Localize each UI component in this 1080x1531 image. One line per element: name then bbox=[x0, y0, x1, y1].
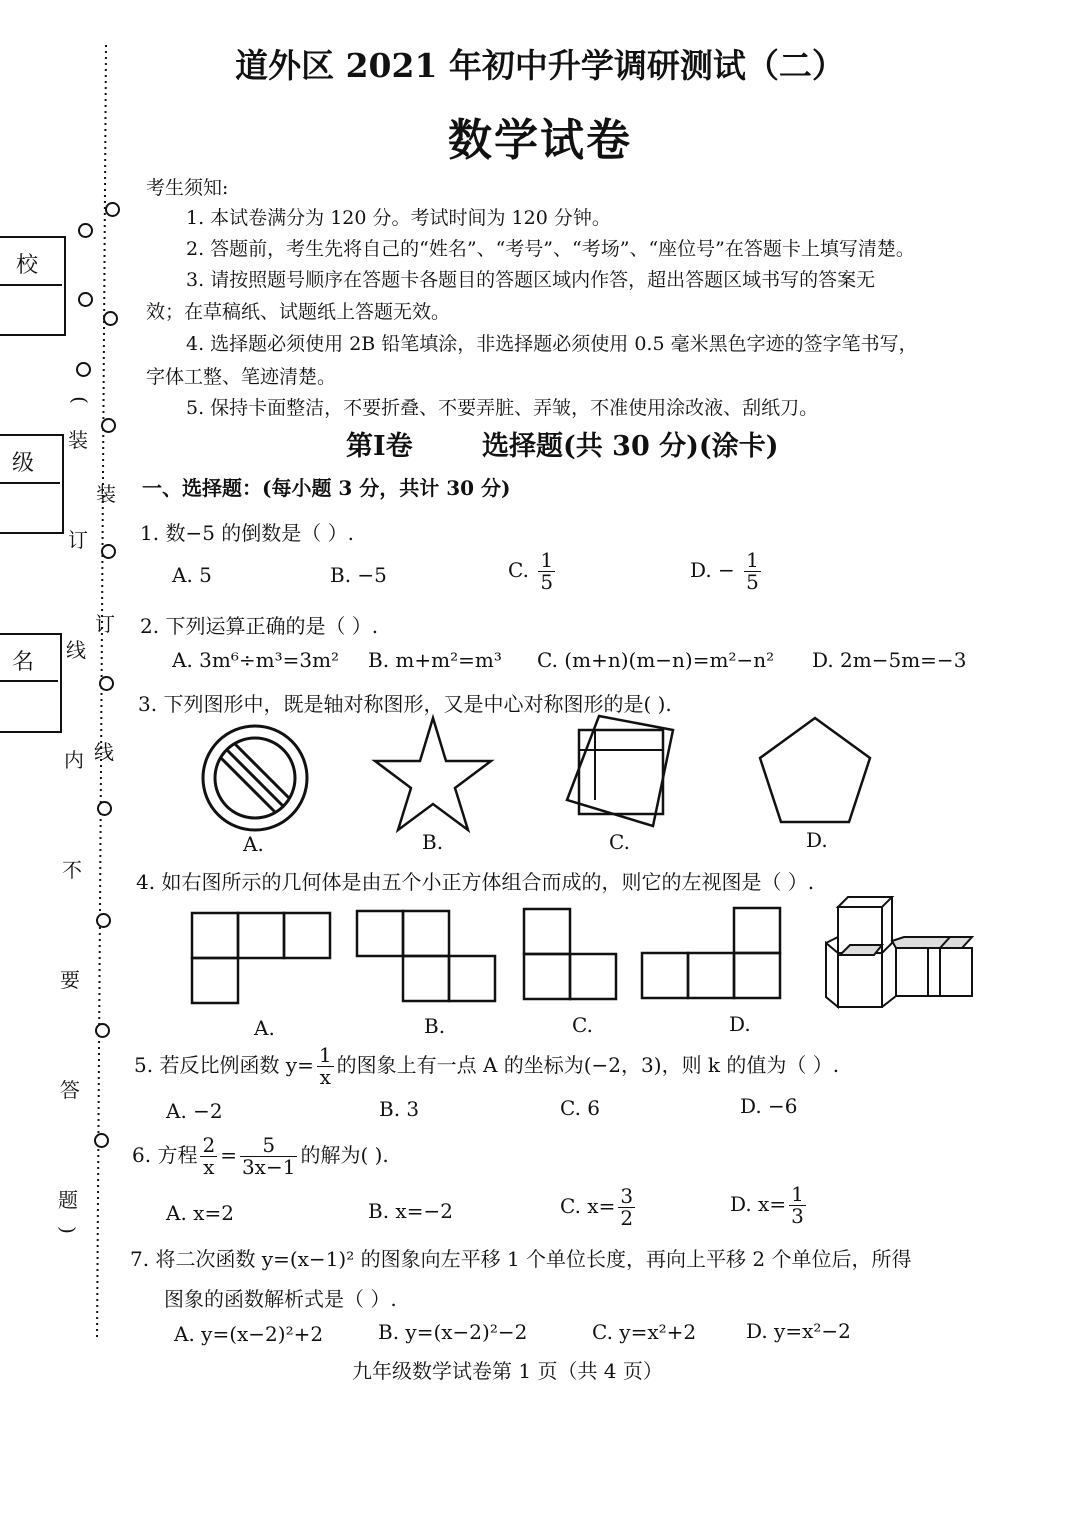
q1-option-c[interactable] bbox=[508, 550, 558, 593]
fraction-numerator: 5 bbox=[240, 1135, 298, 1157]
binding-char: 题 bbox=[58, 1188, 78, 1212]
notice-item: 4. 选择题必须使用 2B 铅笔填涂，非选择题必须使用 0.5 毫米黑色字迹的签字笔书写， bbox=[186, 333, 918, 355]
binding-hole bbox=[103, 311, 118, 326]
q7-option-b[interactable]: B. y=(x−2)²−2 bbox=[378, 1320, 528, 1344]
q4-option-d-view bbox=[641, 907, 781, 999]
q6-stem-pre: 6. 方程 bbox=[132, 1143, 198, 1167]
q6-equals: = bbox=[220, 1143, 237, 1167]
q6-option-a[interactable]: A. x=2 bbox=[166, 1201, 234, 1225]
q6-stem-post: 的解为( ). bbox=[300, 1143, 389, 1167]
q5-option-d[interactable]: D. −6 bbox=[740, 1094, 798, 1118]
q4-option-c-view bbox=[523, 908, 617, 1000]
binding-hole bbox=[78, 223, 93, 238]
name-label: 名 bbox=[12, 650, 35, 675]
fraction-numerator: 3 bbox=[620, 1184, 634, 1208]
q6-option-d-prefix: D. x= bbox=[730, 1192, 787, 1216]
notice-item: 字体工整、笔迹清楚。 bbox=[146, 366, 337, 388]
q4-solid-figure bbox=[822, 893, 977, 1011]
q3-figure-c-rotated-squares bbox=[565, 714, 675, 829]
q1-option-d-fraction bbox=[744, 550, 761, 593]
name-box-divider bbox=[0, 680, 58, 682]
binding-hole bbox=[105, 202, 120, 217]
binding-char: 不 bbox=[62, 858, 82, 882]
binding-char: 装 bbox=[68, 428, 88, 452]
fraction-numerator: 2 bbox=[202, 1133, 216, 1157]
q1-stem: 1. 数−5 的倒数是（ ）. bbox=[140, 521, 354, 545]
q6-option-c-fraction bbox=[618, 1186, 635, 1229]
q7-option-a[interactable]: A. y=(x−2)²+2 bbox=[174, 1322, 324, 1346]
binding-hole bbox=[101, 418, 116, 433]
q3-label-b[interactable]: B. bbox=[422, 830, 444, 854]
q2-option-d[interactable]: D. 2m−5m=−3 bbox=[812, 648, 967, 672]
q1-option-d[interactable] bbox=[690, 550, 764, 593]
fraction-denominator: 5 bbox=[540, 570, 554, 594]
exam-title: 道外区 2021 年初中升学调研测试（二） bbox=[235, 46, 845, 85]
binding-char: ) bbox=[55, 1226, 80, 1234]
q6-fraction-right bbox=[240, 1135, 298, 1178]
fraction-numerator: 1 bbox=[318, 1043, 332, 1067]
binding-char: 内 bbox=[64, 748, 84, 772]
fraction-denominator: 3x−1 bbox=[241, 1155, 296, 1179]
q1-option-c-fraction bbox=[538, 550, 555, 593]
section-heading: 一、选择题：(每小题 3 分，共计 30 分) bbox=[142, 476, 511, 500]
q3-stem: 3. 下列图形中，既是轴对称图形，又是中心对称图形的是( ). bbox=[138, 692, 672, 716]
q6-stem bbox=[132, 1135, 389, 1178]
fraction-denominator: x bbox=[319, 1065, 331, 1089]
section-title-rest: 选择题(共 30 分)(涂卡) bbox=[482, 431, 779, 462]
q7-stem-line2: 图象的函数解析式是（ ）. bbox=[164, 1287, 397, 1311]
q2-stem: 2. 下列运算正确的是（ ）. bbox=[140, 614, 379, 638]
q3-label-d[interactable]: D. bbox=[806, 828, 828, 852]
q4-label-c[interactable]: C. bbox=[572, 1013, 593, 1037]
class-box-divider bbox=[0, 482, 60, 484]
binding-hole bbox=[97, 801, 112, 816]
binding-hole bbox=[101, 544, 116, 559]
fraction-numerator: 1 bbox=[540, 548, 554, 572]
fraction-denominator: x bbox=[203, 1155, 215, 1179]
q1-option-b[interactable]: B. −5 bbox=[330, 563, 387, 587]
binding-hole bbox=[95, 1023, 110, 1038]
q4-label-d[interactable]: D. bbox=[729, 1012, 751, 1036]
q3-figure-d-pentagon bbox=[757, 716, 873, 826]
binding-hole bbox=[94, 1133, 109, 1148]
q4-stem: 4. 如右图所示的几何体是由五个小正方体组合而成的，则它的左视图是（ ）. bbox=[136, 870, 815, 894]
q1-option-d-prefix: D. − bbox=[690, 558, 735, 582]
school-box-divider bbox=[0, 284, 62, 286]
q7-stem-line1: 7. 将二次函数 y=(x−1)² 的图象向左平移 1 个单位长度，再向上平移 2 个单位后，所得 bbox=[130, 1247, 912, 1271]
q5-option-c[interactable]: C. 6 bbox=[560, 1096, 601, 1120]
exam-subtitle: 数学试卷 bbox=[448, 115, 632, 166]
fraction-denominator: 2 bbox=[620, 1206, 634, 1230]
binding-char-outer: 装 bbox=[96, 482, 116, 506]
binding-char-outer: 订 bbox=[95, 612, 115, 636]
binding-hole bbox=[99, 676, 114, 691]
notice-item: 效；在草稿纸、试题纸上答题无效。 bbox=[146, 301, 451, 323]
notice-item: 1. 本试卷满分为 120 分。考试时间为 120 分钟。 bbox=[186, 207, 611, 229]
notice-item: 5. 保持卡面整洁，不要折叠、不要弄脏、弄皱，不准使用涂改液、刮纸刀。 bbox=[186, 397, 819, 419]
page-footer: 九年级数学试卷第 1 页（共 4 页） bbox=[352, 1359, 663, 1383]
q6-option-d[interactable] bbox=[730, 1184, 809, 1227]
fraction-numerator: 1 bbox=[746, 548, 759, 572]
q6-fraction-left bbox=[200, 1135, 217, 1178]
q5-stem-post: 的图象上有一点 A 的坐标为(−2，3)，则 k 的值为（ ）. bbox=[336, 1053, 840, 1077]
q5-option-a[interactable]: A. −2 bbox=[166, 1099, 223, 1123]
binding-char: ( bbox=[67, 396, 92, 404]
school-label: 校 bbox=[16, 253, 39, 278]
q7-option-d[interactable]: D. y=x²−2 bbox=[746, 1319, 851, 1343]
binding-char: 线 bbox=[66, 638, 86, 662]
q5-stem bbox=[134, 1045, 839, 1088]
q6-option-b[interactable]: B. x=−2 bbox=[368, 1199, 453, 1223]
q4-option-b-view bbox=[356, 910, 496, 1002]
binding-hole bbox=[78, 292, 93, 307]
binding-char: 答 bbox=[60, 1078, 80, 1102]
q6-option-d-fraction bbox=[789, 1184, 806, 1227]
q5-option-b[interactable]: B. 3 bbox=[379, 1097, 420, 1121]
q2-option-c[interactable]: C. (m+n)(m−n)=m²−n² bbox=[537, 648, 775, 672]
fraction-denominator: 5 bbox=[746, 570, 759, 594]
q7-option-c[interactable]: C. y=x²+2 bbox=[592, 1320, 697, 1344]
q2-option-a[interactable]: A. 3m⁶÷m³=3m² bbox=[172, 648, 340, 672]
q2-option-b[interactable]: B. m+m²=m³ bbox=[368, 648, 502, 672]
binding-char-outer: 线 bbox=[94, 740, 114, 764]
notice-heading: 考生须知: bbox=[146, 177, 229, 199]
q5-fraction bbox=[317, 1045, 334, 1088]
q5-stem-pre: 5. 若反比例函数 y= bbox=[134, 1053, 314, 1077]
binding-char: 要 bbox=[60, 968, 80, 992]
binding-hole bbox=[76, 362, 91, 377]
q1-option-a[interactable]: A. 5 bbox=[172, 563, 212, 587]
fraction-numerator: 1 bbox=[791, 1182, 804, 1206]
q4-label-a[interactable]: A. bbox=[254, 1016, 275, 1040]
class-label: 级 bbox=[12, 451, 35, 476]
q1-option-c-prefix: C. bbox=[508, 558, 529, 582]
section-title-part: 第I卷 bbox=[346, 431, 413, 462]
binding-hole bbox=[96, 913, 111, 928]
q6-option-c-prefix: C. x= bbox=[560, 1194, 616, 1218]
notice-item: 3. 请按照题号顺序在答题卡各题目的答题区域内作答，超出答题区域书写的答案无 bbox=[186, 269, 876, 291]
q3-figure-b-star bbox=[373, 716, 493, 831]
q3-figure-a-prohibition-sign bbox=[200, 723, 310, 833]
q4-option-a-view bbox=[191, 912, 331, 1004]
q3-label-c[interactable]: C. bbox=[609, 830, 630, 854]
binding-char: 订 bbox=[68, 528, 88, 552]
q6-option-c[interactable] bbox=[560, 1186, 638, 1229]
notice-item: 2. 答题前，考生先将自己的“姓名”、“考号”、“考场”、“座位号”在答题卡上填写清楚。 bbox=[186, 238, 915, 260]
fraction-denominator: 3 bbox=[791, 1204, 804, 1228]
q4-label-b[interactable]: B. bbox=[424, 1014, 446, 1038]
q3-label-a[interactable]: A. bbox=[243, 832, 264, 856]
